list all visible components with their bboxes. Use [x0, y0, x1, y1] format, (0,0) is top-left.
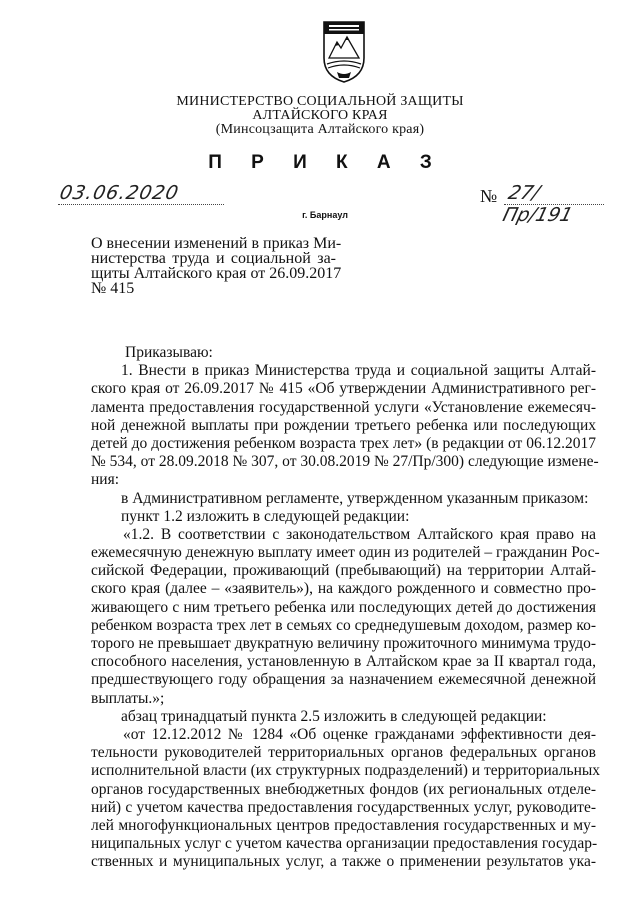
- order-date-field: [58, 184, 224, 208]
- subject-line: № 415: [91, 280, 135, 297]
- document-title: П Р И К А З: [208, 152, 444, 173]
- coat-of-arms-icon: [321, 18, 367, 84]
- body-line: ского края от 26.09.2017 № 415 «Об утверждении Административного рег-: [91, 380, 596, 398]
- body-line: Приказываю:: [125, 344, 213, 361]
- body-line: ского края (далее – «заявитель»), на каждого рожденного и совместно про-: [91, 580, 596, 598]
- body-line: ламента предоставления государственной услуги «Установление ежемесяч-: [91, 398, 596, 416]
- order-subject: [91, 235, 342, 297]
- body-line: ниципальных услуг с учетом качества организации предоставления государ-: [91, 835, 598, 853]
- order-number-field: [500, 182, 604, 226]
- body-line: лей многофункциональных центров предоставления государственных и му-: [91, 816, 596, 834]
- body-line: торого не превышает двукратную величину прожиточного минимума трудо-: [91, 635, 596, 652]
- order-date-handwritten: 03.06.2020: [57, 182, 182, 204]
- body-line: ной денежной выплаты при рождении третьего ребенка или последующих: [91, 416, 596, 434]
- order-number-sign: №: [480, 186, 498, 206]
- subject-line: нистерства труда и социальной за-: [91, 250, 336, 267]
- body-line: ребенком возраста трех лет в семьях со среднедушевым доходом, размер ко-: [91, 616, 596, 634]
- city-name: г. Барнаул: [302, 210, 348, 220]
- body-line: ния:: [91, 471, 120, 489]
- body-line: ственных и муниципальных услуг, а также о применении результатов ука-: [91, 853, 596, 871]
- body-line: органов государственных внебюджетных фондов (их региональных отделе-: [91, 780, 596, 798]
- body-line: ежемесячную денежную выплату имеет один из родителей – гражданин Рос-: [91, 544, 600, 562]
- subject-line: О внесении изменений в приказ Ми-: [91, 235, 342, 252]
- body-line: «1.2. В соответствии с законодательством Алтайского края право на: [123, 525, 596, 543]
- body-line: пункт 1.2 изложить в следующей редакции:: [121, 507, 410, 525]
- body-line: детей до достижения ребенком возраста трех лет» (в редакции от 06.12.2017: [91, 434, 596, 452]
- body-line: исполнительной власти (их структурных подразделений) и территориальных: [91, 762, 601, 780]
- body-line: предшествующего году обращения за назначением ежемесячной денежной: [91, 671, 596, 689]
- ministry-short-name: (Минсоцзащита Алтайского края): [215, 122, 425, 137]
- number-underline: [504, 204, 604, 205]
- body-line: «от 12.12.2012 № 1284 «Об оценке гражданами эффективности дея-: [123, 725, 596, 743]
- order-body: [91, 344, 601, 871]
- body-line: абзац тринадцатый пункта 2.5 изложить в следующей редакции:: [121, 707, 547, 725]
- body-line: 1. Внести в приказ Министерства труда и социальной защиты Алтай-: [121, 362, 596, 380]
- body-line: сийской Федерации, проживающий (пребывающий) на территории Алтай-: [91, 562, 596, 580]
- order-number-handwritten: 27/Пр/191: [500, 182, 576, 226]
- body-line: № 534, от 28.09.2018 № 307, от 30.08.2019 № 27/Пр/300) следующие измене-: [91, 453, 599, 471]
- subject-line: щиты Алтайского края от 26.09.2017: [91, 265, 342, 282]
- body-line: тельности руководителей территориальных органов федеральных органов: [91, 744, 596, 762]
- date-underline: [58, 204, 224, 205]
- body-line: живающего с ним третьего ребенка или последующих детей до достижения: [91, 598, 596, 616]
- ministry-name-line2: АЛТАЙСКОГО КРАЯ: [252, 108, 388, 123]
- body-line: способного населения, установленную в Алтайском крае за II квартал года,: [91, 653, 596, 671]
- body-line: выплаты.»;: [91, 689, 165, 707]
- body-line: в Административном регламенте, утвержденном указанным приказом:: [121, 489, 589, 507]
- body-line: ний) с учетом качества предоставления государственных услуг, руководите-: [91, 798, 596, 816]
- ministry-name-line1: МИНИСТЕРСТВО СОЦИАЛЬНОЙ ЗАЩИТЫ: [176, 94, 464, 109]
